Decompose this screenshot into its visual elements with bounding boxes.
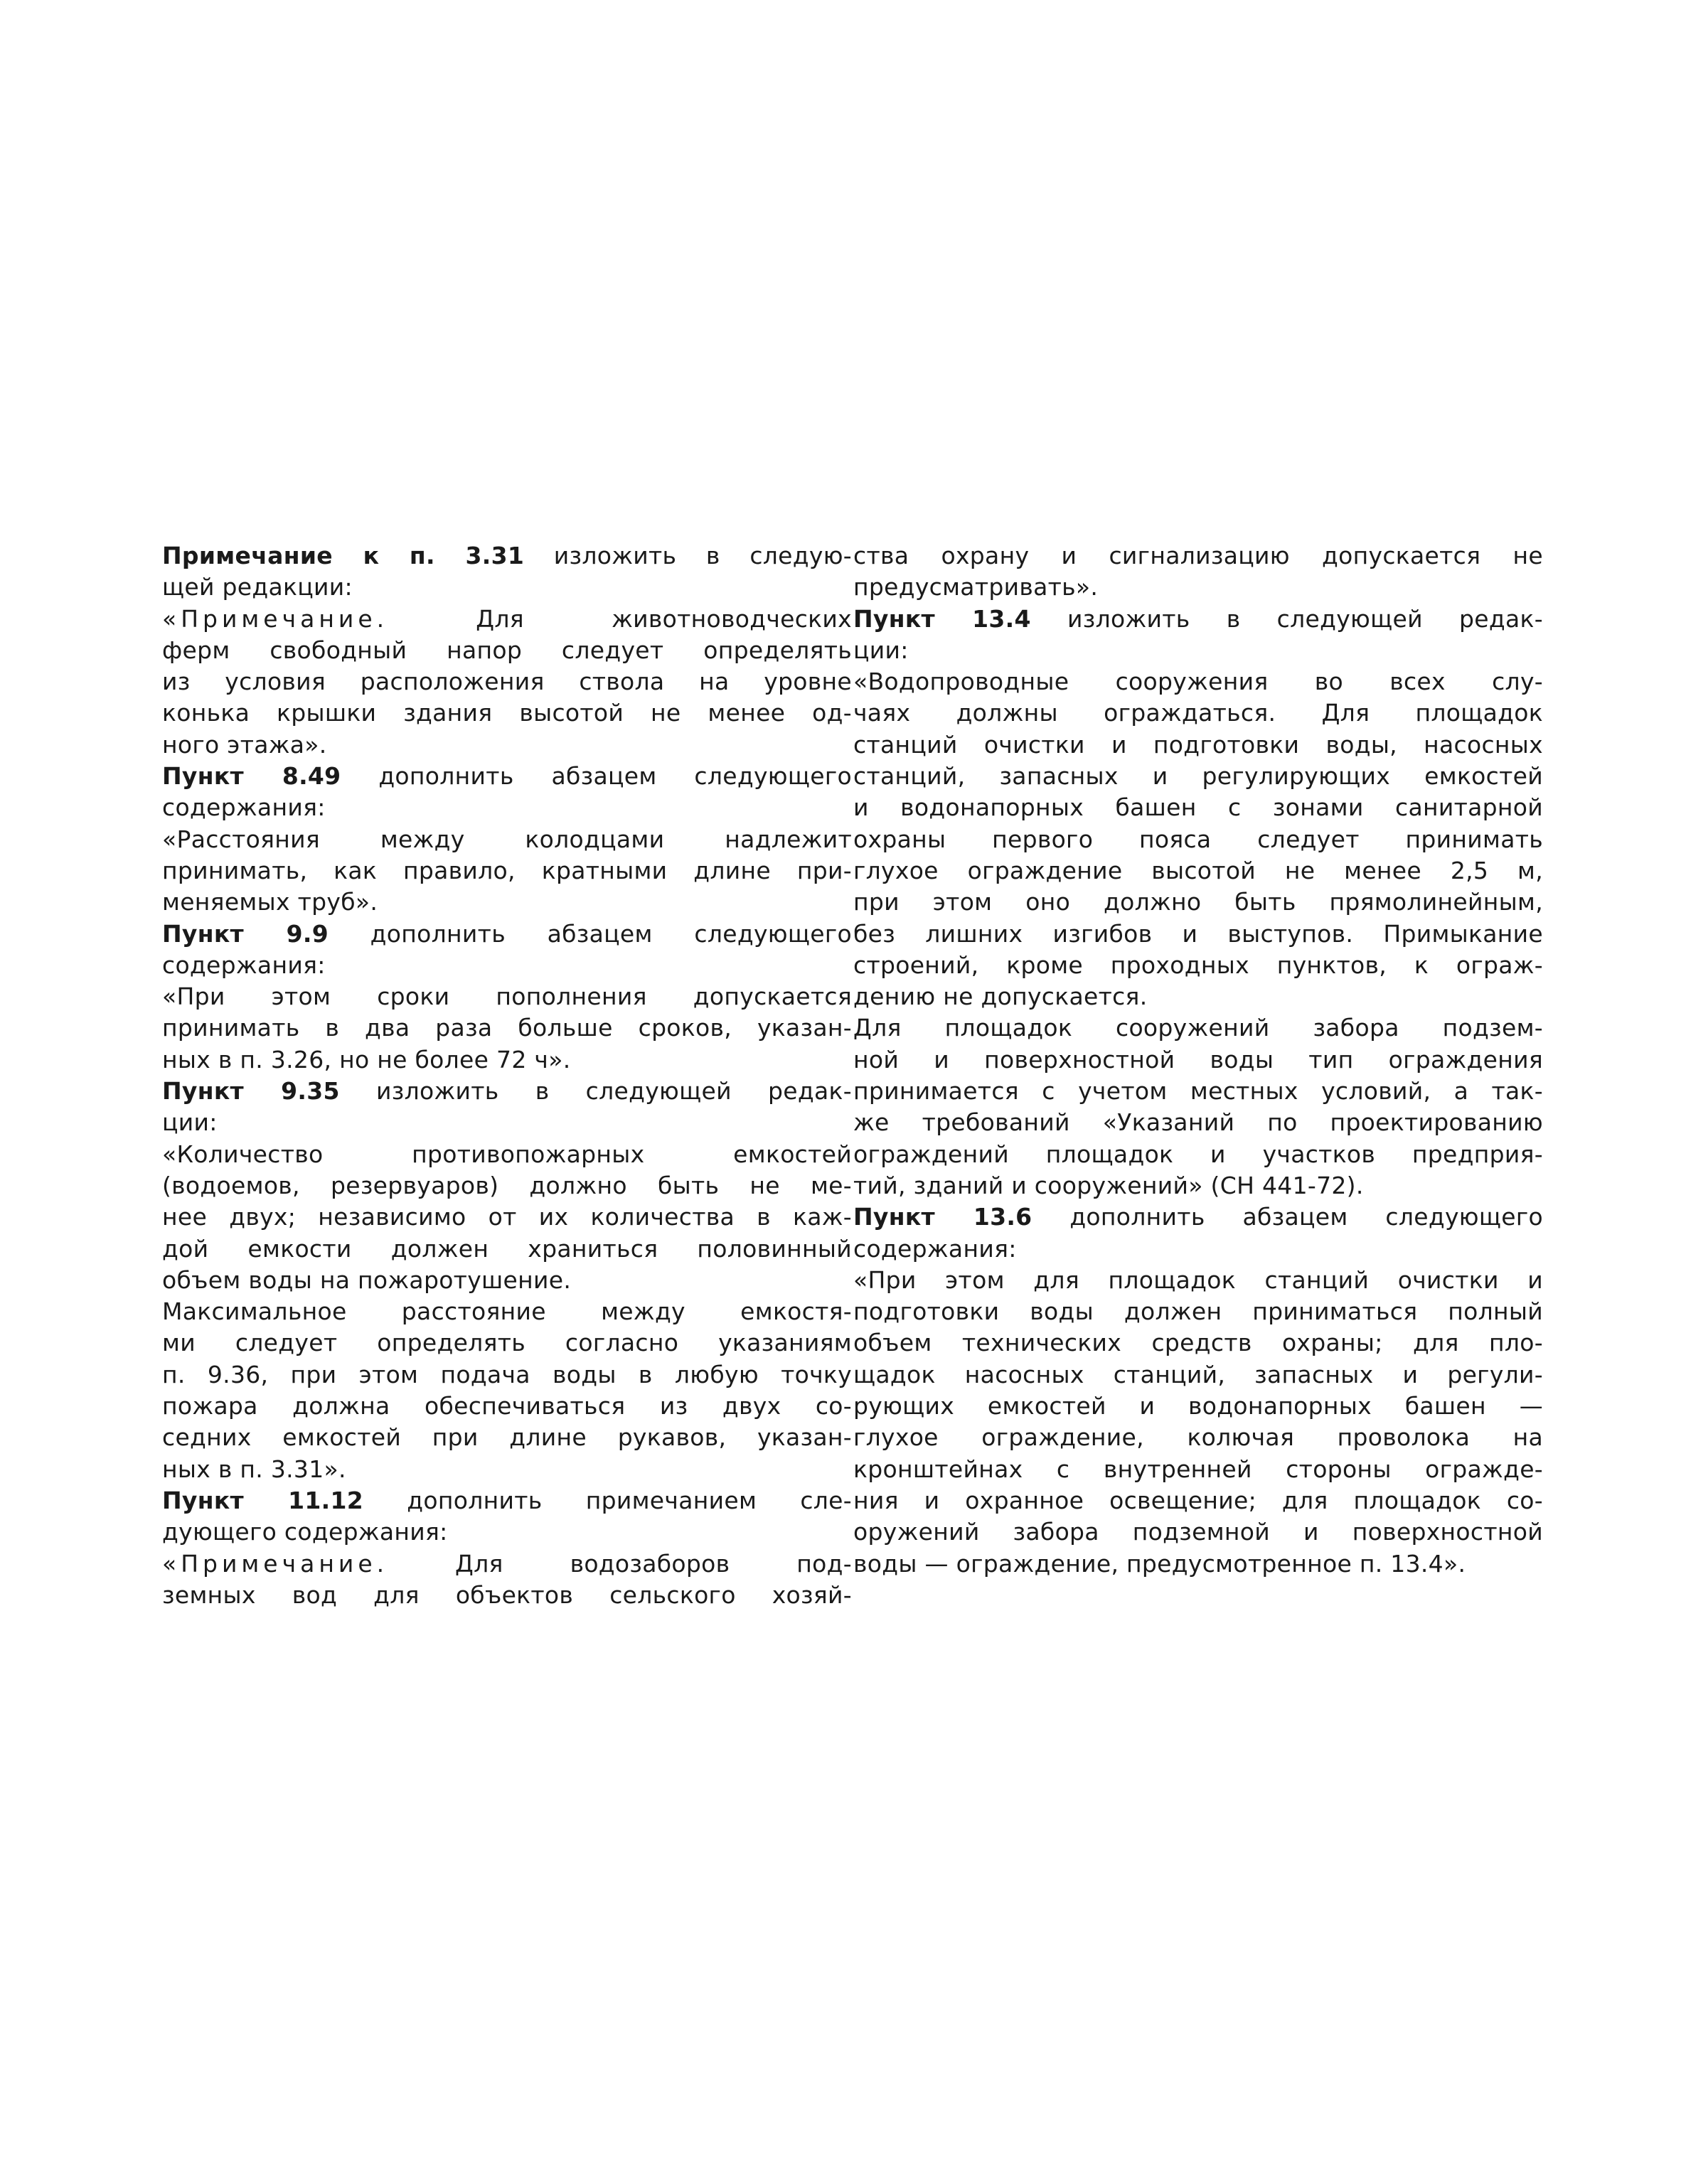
line-text: охраны первого пояса следует принимать <box>853 825 1543 853</box>
text-line <box>162 1170 852 1201</box>
text-line <box>162 1391 852 1422</box>
line-text: принимать в два раза больше сроков, указан- <box>162 1014 852 1042</box>
text-line <box>162 1012 852 1044</box>
text-line <box>853 887 1543 918</box>
text-line <box>853 1391 1543 1422</box>
line-text: при этом оно должно быть прямолинейным, <box>853 888 1543 916</box>
text-line <box>853 540 1543 572</box>
line-text: конька крышки здания высотой не менее од- <box>162 699 852 727</box>
line-text: ции: <box>853 636 909 664</box>
line-text: дующего содержания: <box>162 1518 448 1546</box>
section-reference: Пункт 8.49 <box>162 762 341 791</box>
text-line <box>853 1265 1543 1296</box>
text-line <box>853 1485 1543 1516</box>
text-line <box>853 1296 1543 1327</box>
text-line <box>162 1296 852 1327</box>
text-line <box>853 1548 1543 1580</box>
line-text: содержания: <box>162 793 326 822</box>
line-text: глухое ограждение высотой не менее 2,5 м, <box>853 856 1543 884</box>
text-line <box>162 1233 852 1265</box>
line-text: Для животноводческих <box>388 604 852 633</box>
line-text: же требований «Указаний по проектированию <box>853 1108 1543 1137</box>
line-text: п. 9.36, при этом подача воды в любую точку <box>162 1360 852 1388</box>
line-text: и водонапорных башен с зонами санитарной <box>853 793 1543 822</box>
text-line <box>162 1516 852 1548</box>
line-text: ства охрану и сигнализацию допускается не <box>853 542 1543 569</box>
line-text: ного этажа». <box>162 730 327 759</box>
text-line <box>162 1359 852 1391</box>
text-line <box>162 1422 852 1453</box>
text-line <box>853 635 1543 666</box>
line-text: оружений забора подземной и поверхностной <box>853 1518 1543 1546</box>
section-reference: Пункт 9.9 <box>162 919 329 948</box>
line-text: дополнить абзацем следующего <box>341 762 852 791</box>
text-line <box>162 919 852 950</box>
line-text: содержания: <box>853 1234 1017 1263</box>
text-line <box>853 729 1543 761</box>
text-line <box>162 792 852 823</box>
text-line <box>853 919 1543 950</box>
line-text: «Водопроводные сооружения во всех слу- <box>853 668 1543 696</box>
text-line <box>853 950 1543 981</box>
line-text: щей редакции: <box>162 573 353 601</box>
line-text: кронштейнах с внутренней стороны огражде- <box>853 1455 1543 1483</box>
line-text: строений, кроме проходных пунктов, к ограж- <box>853 951 1543 979</box>
text-line <box>853 666 1543 697</box>
line-text: седних емкостей при длине рукавов, указан- <box>162 1423 852 1452</box>
line-text: Для площадок сооружений забора подзем- <box>853 1014 1543 1042</box>
line-text: щадок насосных станций, запасных и регули- <box>853 1360 1543 1388</box>
line-text: принимать, как правило, кратными длине при- <box>162 856 852 884</box>
line-text: принимается с учетом местных условий, а так- <box>853 1077 1543 1106</box>
section-reference: Примечание к п. 3.31 <box>162 542 525 569</box>
text-line <box>162 1139 852 1170</box>
text-line <box>853 1454 1543 1485</box>
text-line <box>162 1327 852 1359</box>
line-text: Для водозаборов под- <box>388 1549 852 1578</box>
line-text: глухое ограждение, колючая проволока на <box>853 1423 1543 1452</box>
line-text: «При этом сроки пополнения допускается <box>162 983 852 1011</box>
text-line <box>162 666 852 697</box>
line-text: ми следует определять согласно указаниям <box>162 1329 852 1357</box>
text-line <box>853 1201 1543 1233</box>
line-text: станций очистки и подготовки воды, насосных <box>853 730 1543 759</box>
section-reference: Пункт 9.35 <box>162 1077 340 1106</box>
line-text: меняемых труб». <box>162 888 378 916</box>
line-text: объем технических средств охраны; для пло- <box>853 1329 1543 1357</box>
line-text: пожара должна обеспечиваться из двух со- <box>162 1392 852 1420</box>
line-text: без лишних изгибов и выступов. Примыкание <box>853 919 1543 948</box>
text-line <box>853 761 1543 792</box>
line-text: из условия расположения ствола на уровне <box>162 668 852 696</box>
line-text: ограждений площадок и участков предприя- <box>853 1140 1543 1168</box>
text-line <box>162 1076 852 1107</box>
line-text: ных в п. 3.26, но не более 72 ч». <box>162 1045 571 1074</box>
text-line <box>853 1170 1543 1201</box>
line-text: ной и поверхностной воды тип ограждения <box>853 1045 1543 1074</box>
line-text: тий, зданий и сооружений» (СН 441-72). <box>853 1171 1364 1199</box>
text-line <box>162 1201 852 1233</box>
section-reference: Пункт 13.6 <box>853 1203 1032 1231</box>
text-line <box>853 1139 1543 1170</box>
line-text: дой емкости должен храниться половинный <box>162 1234 852 1263</box>
text-line <box>853 1327 1543 1359</box>
line-text: (водоемов, резервуаров) должно быть не ме- <box>162 1171 852 1199</box>
line-text: «При этом для площадок станций очистки и <box>853 1265 1543 1294</box>
text-line <box>162 855 852 887</box>
text-line <box>162 1580 852 1611</box>
text-line <box>162 540 852 572</box>
line-text: изложить в следую- <box>524 542 852 569</box>
line-text: ния и охранное освещение; для площадок со- <box>853 1486 1543 1514</box>
line-text: дополнить абзацем следующего <box>1032 1203 1543 1231</box>
note-label: «Примечание. <box>162 1549 389 1578</box>
line-text: изложить в следующей редак- <box>1030 604 1543 633</box>
line-text: объем воды на пожаротушение. <box>162 1265 572 1294</box>
line-text: воды — ограждение, предусмотренное п. 13.4». <box>853 1549 1466 1578</box>
line-text: дополнить примечанием сле- <box>363 1486 852 1514</box>
line-text: дополнить абзацем следующего <box>329 919 852 948</box>
text-line <box>853 1422 1543 1453</box>
text-line <box>162 729 852 761</box>
section-reference: Пункт 11.12 <box>162 1486 364 1514</box>
text-line <box>853 1233 1543 1265</box>
text-line <box>853 604 1543 635</box>
line-text: подготовки воды должен приниматься полный <box>853 1297 1543 1326</box>
line-text: ферм свободный напор следует определять <box>162 636 852 664</box>
line-text: рующих емкостей и водонапорных башен — <box>853 1392 1543 1420</box>
line-text: дению не допускается. <box>853 983 1148 1011</box>
text-line <box>162 1265 852 1296</box>
note-label: «Примечание. <box>162 604 389 633</box>
text-line <box>162 981 852 1012</box>
line-text: нее двух; независимо от их количества в каж- <box>162 1203 852 1231</box>
line-text: «Расстояния между колодцами надлежит <box>162 825 852 853</box>
right-text-column <box>853 540 1543 1580</box>
text-line <box>853 1012 1543 1044</box>
section-reference: Пункт 13.4 <box>853 604 1031 633</box>
text-line <box>853 1076 1543 1107</box>
text-line <box>162 697 852 729</box>
line-text: чаях должны ограждаться. Для площадок <box>853 699 1543 727</box>
text-line <box>853 1359 1543 1391</box>
line-text: земных вод для объектов сельского хозяй- <box>162 1580 852 1609</box>
text-line <box>853 1107 1543 1138</box>
text-line <box>162 1044 852 1076</box>
text-line <box>162 824 852 855</box>
line-text: станций, запасных и регулирующих емкостей <box>853 762 1543 791</box>
text-line <box>162 635 852 666</box>
text-line <box>853 855 1543 887</box>
text-line <box>162 950 852 981</box>
left-text-column <box>162 540 852 1611</box>
text-line <box>162 572 852 603</box>
line-text: ных в п. 3.31». <box>162 1455 346 1483</box>
text-line <box>853 824 1543 855</box>
text-line <box>853 981 1543 1012</box>
text-line <box>162 1485 852 1516</box>
text-line <box>853 572 1543 603</box>
line-text: изложить в следующей редак- <box>339 1077 852 1106</box>
text-line <box>853 697 1543 729</box>
text-line <box>853 1044 1543 1076</box>
line-text: предусматривать». <box>853 573 1099 601</box>
text-line <box>162 887 852 918</box>
text-line <box>853 792 1543 823</box>
text-line <box>162 1107 852 1138</box>
text-line <box>853 1516 1543 1548</box>
line-text: «Количество противопожарных емкостей <box>162 1140 852 1168</box>
line-text: содержания: <box>162 951 326 979</box>
text-line <box>162 1454 852 1485</box>
text-line <box>162 761 852 792</box>
text-line <box>162 1548 852 1580</box>
line-text: ции: <box>162 1108 218 1137</box>
line-text: Максимальное расстояние между емкостя- <box>162 1297 852 1326</box>
text-line <box>162 604 852 635</box>
